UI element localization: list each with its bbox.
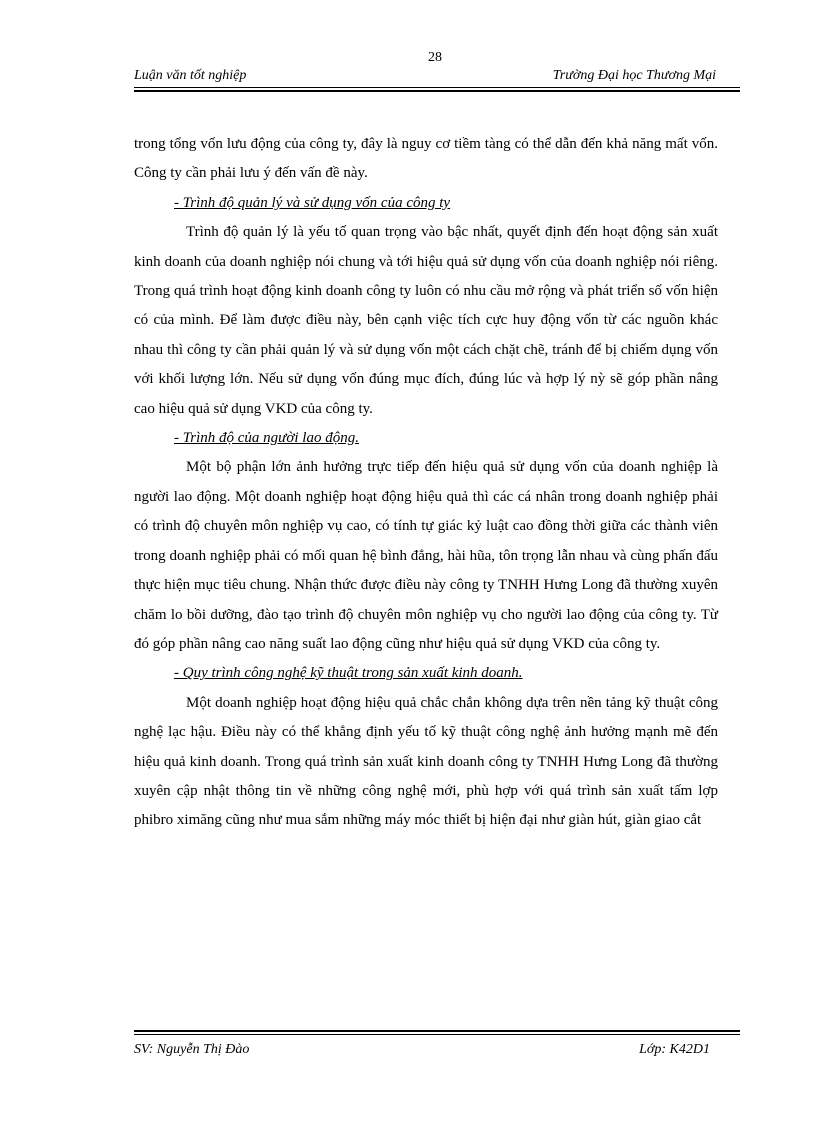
header-rule-bottom — [134, 90, 740, 92]
paragraph-technology: Một doanh nghiệp hoạt động hiệu quả chắc chắn không dựa trên nền tảng kỹ thuật công nghệ lạc hậu. Điều này có thể khẳng định yếu tố kỹ thuật công nghệ ảnh hưởng mạnh mẽ đến hiệu quả kinh doanh. Trong quá trình sản xuất kinh doanh công ty TNHH Hưng Long đã thường xuyên cập nhật thông tin về những công nghệ mới, phù hợp với quá trình sản xuất tấm lợp phibro ximăng cũng như mua sắm những máy móc thiết bị hiện đại như giàn hút, giàn giao cắt — [134, 694, 718, 829]
page-footer — [134, 1030, 740, 1060]
footer-rule-bottom — [134, 1034, 740, 1035]
page-number: 28 — [428, 50, 442, 65]
section-heading-management: - Trình độ quản lý và sử dụng vốn của công ty — [174, 194, 451, 211]
section-heading-labor: - Trình độ của người lao động. — [174, 430, 359, 447]
paragraph-labor: Một bộ phận lớn ảnh hưởng trực tiếp đến hiệu quả sử dụng vốn của doanh nghiệp là người lao động. Một doanh nghiệp hoạt động hiệu quả thì các cá nhân trong doanh nghiệp phải có trình độ chuyên môn nghiệp vụ cao, có tính tự giác kỷ luật cao đồng thời giữa các thành viên trong doanh nghiệp phải có mối quan hệ bình đẳng, hài hũa, tôn trọng lẫn nhau và cùng phấn đấu thực hiện mục tiêu chung. Nhận thức được điều này công ty TNHH Hưng Long đã thường xuyên chăm lo bồi dưỡng, đào tạo trình độ chuyên môn nghiệp vụ cho người lao động của công ty. Từ đó góp phần nâng cao năng suất lao động cũng như hiệu quả sử dụng VKD của công ty. — [134, 459, 718, 652]
section-heading-technology: - Quy trình công nghệ kỹ thuật trong sản xuất kinh doanh. — [174, 665, 523, 682]
footer-rule-top — [134, 1030, 740, 1032]
page-header — [134, 66, 740, 88]
paragraph-management: Trình độ quản lý là yếu tố quan trọng vào bậc nhất, quyết định đến hoạt động sản xuất kinh doanh của doanh nghiệp nói chung và tới hiệu quả sử dụng vốn của doanh nghiệp nói riêng. Trong quá trình hoạt động kinh doanh công ty luôn có nhu cầu mở rộng và phát triển số vốn hiện có của mình. Để làm được điều này, bên cạnh việc tích cực huy động vốn từ các nguồn khác nhau thì công ty cần phải quản lý và sử dụng vốn một cách chặt chẽ, tránh để bị chiếm dụng vốn với khối lượng lớn. Nếu sử dụng vốn đúng mục đích, đúng lúc và hợp lý nỳ sẽ góp phần nâng cao hiệu quả sử dụng VKD của công ty. — [134, 224, 718, 417]
header-rule-top — [134, 87, 740, 88]
footer-student-name: SV: Nguyễn Thị Đào — [134, 1042, 250, 1057]
header-university-name: Trường Đại học Thương Mại — [552, 68, 716, 83]
body-text — [134, 130, 718, 836]
paragraph-continuation: trong tổng vốn lưu động của công ty, đây là nguy cơ tiềm tàng có thể dẫn đến khả năng mất vốn. Công ty cần phải lưu ý đến vấn đề này. — [134, 136, 718, 182]
header-thesis-label: Luận văn tốt nghiệp — [134, 68, 247, 83]
footer-class-code: Lớp: K42D1 — [639, 1042, 710, 1057]
